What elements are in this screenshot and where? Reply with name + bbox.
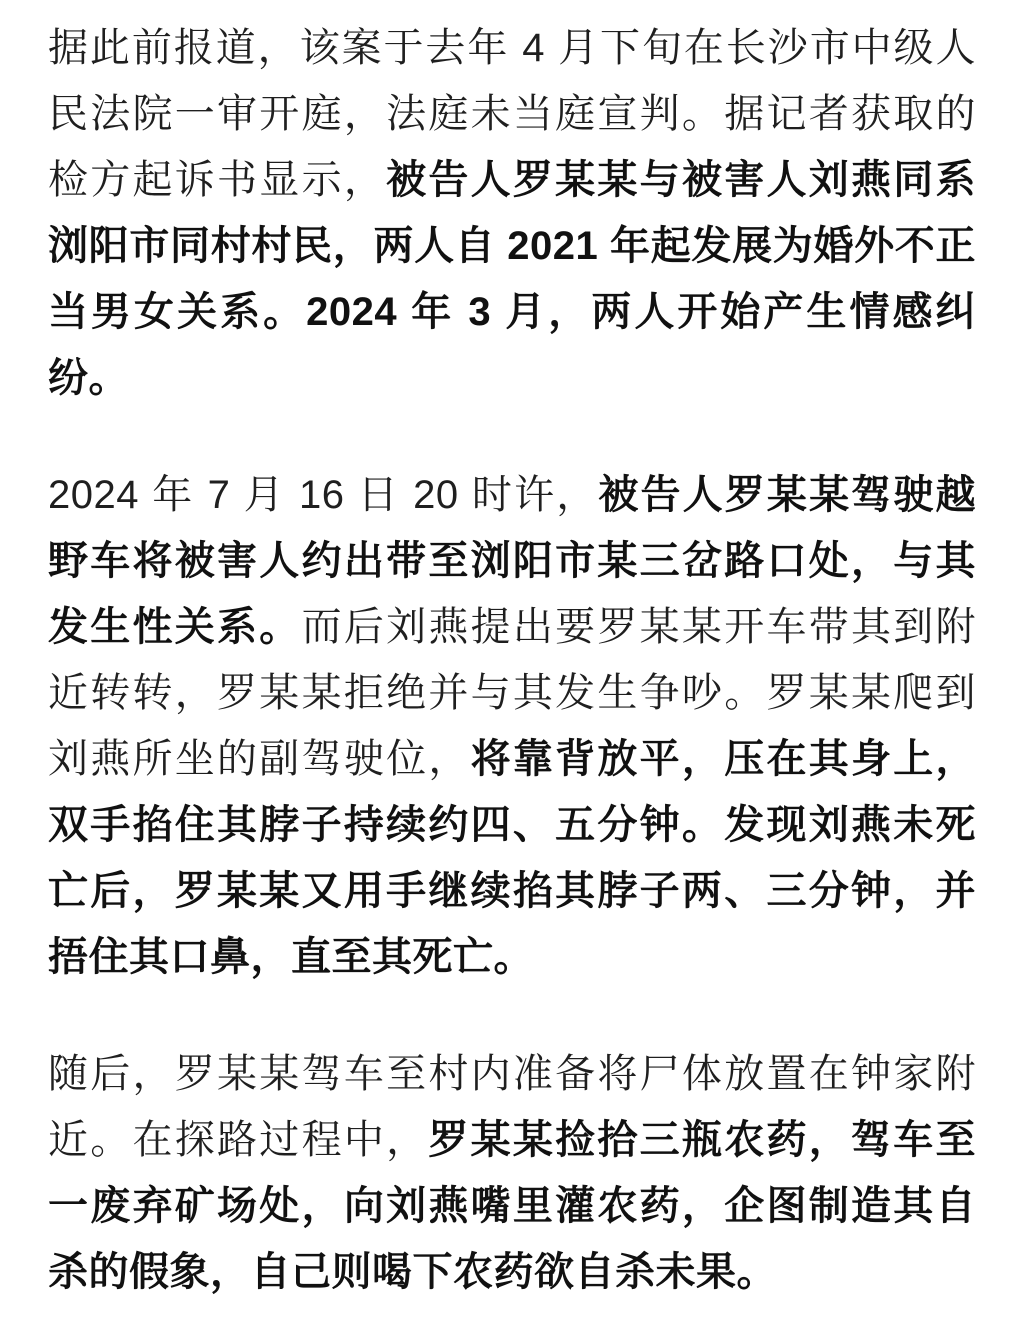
paragraph-incident — [48, 462, 976, 990]
text-run-emphasis: 将靠背放平，压在其身上，双手掐住其脖子持续约四、五分钟。发现刘燕未死亡后，罗某某又用手继续掐其脖子两、三分钟，并捂住其口鼻，直至其死亡。 — [48, 737, 977, 979]
text-run-emphasis: 罗某某捡拾三瓶农药，驾车至一废弃矿场处，向刘燕嘴里灌农药，企图制造其自杀的假象，自己则喝下农药欲自杀未果。 — [48, 1118, 977, 1294]
text-run: 据此前报道，该案于去年 4 月下旬在长沙市中级人民法院一审开庭，法庭未当庭宣判。据记者获取的检方起诉书显示， — [48, 26, 976, 202]
text-run-emphasis: 被告人罗某某驾驶越野车将被害人约出带至浏阳市某三岔路口处，与其发生性关系。 — [48, 473, 976, 649]
text-run-emphasis: 被告人罗某某与被害人刘燕同系浏阳市同村村民，两人自 2021 年起发展为婚外不正当男女关系。2024 年 3 月，两人开始产生情感纠纷。 — [48, 158, 977, 400]
text-run: 而后刘燕提出要罗某某开车带其到附近转转，罗某某拒绝并与其发生争吵。罗某某爬到刘燕所坐的副驾驶位， — [48, 605, 977, 781]
text-run: 随后，罗某某驾车至村内准备将尸体放置在钟家附近。在探路过程中， — [48, 1052, 976, 1162]
text-run: 2024 年 7 月 16 日 20 时许， — [48, 473, 599, 517]
paragraph-case-background — [48, 15, 976, 411]
paragraph-aftermath — [48, 1041, 976, 1305]
